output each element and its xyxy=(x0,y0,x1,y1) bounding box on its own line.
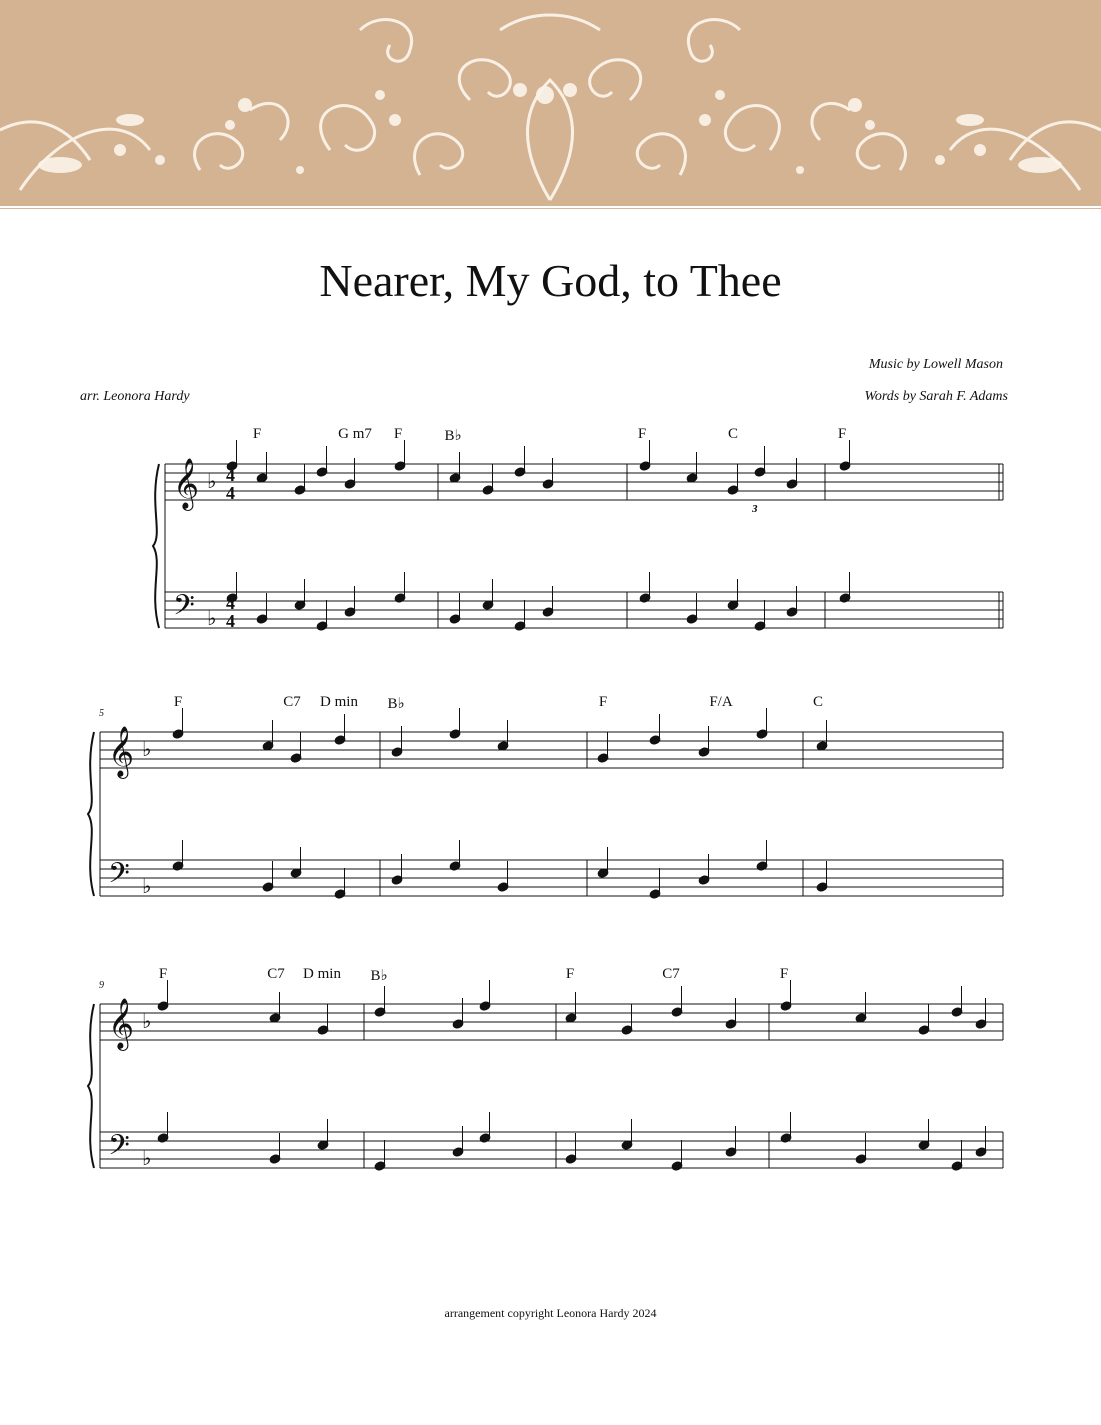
words-credit: Words by Sarah F. Adams xyxy=(864,389,1008,404)
chord-symbol: F xyxy=(598,694,608,710)
measure-number: 5 xyxy=(99,708,104,719)
chord-symbol: B♭ xyxy=(444,428,462,444)
key-flat: ♭ xyxy=(207,606,217,630)
key-flat: ♭ xyxy=(142,1009,152,1033)
chord-symbol: D min xyxy=(303,966,341,982)
bass-clef: 𝄢 xyxy=(108,857,130,897)
bass-clef: 𝄢 xyxy=(108,1129,130,1169)
copyright-notice: arrangement copyright Leonora Hardy 2024 xyxy=(444,1306,657,1320)
brace xyxy=(88,732,94,896)
chord-symbol: B♭ xyxy=(370,968,388,984)
time-signature: 4 xyxy=(226,611,235,631)
time-signature: 4 xyxy=(226,483,235,503)
page-title: Nearer, My God, to Thee xyxy=(319,255,782,306)
brace xyxy=(153,464,159,628)
chord-symbol: F xyxy=(837,426,847,442)
chord-symbol: C xyxy=(727,426,739,442)
time-signature: 4 xyxy=(226,465,235,485)
measure-number: 9 xyxy=(99,980,104,991)
tuplet-label: 3 xyxy=(752,503,758,515)
chord-symbol: D min xyxy=(320,694,358,710)
treble-clef: 𝄞 xyxy=(108,998,135,1049)
brace xyxy=(88,1004,94,1168)
chord-symbol: F xyxy=(252,426,262,442)
bass-clef: 𝄢 xyxy=(173,589,195,629)
music-credit: Music by Lowell Mason xyxy=(868,357,1003,372)
chord-symbol: F/A xyxy=(709,694,733,710)
chord-symbol: F xyxy=(173,694,183,710)
chord-symbol: F xyxy=(393,426,403,442)
chord-symbol: B♭ xyxy=(387,696,405,712)
chord-symbol: C7 xyxy=(283,694,301,710)
chord-symbol: F xyxy=(565,966,575,982)
chord-symbol: C7 xyxy=(662,966,680,982)
chord-symbol: C xyxy=(812,694,824,710)
chord-symbol: F xyxy=(779,966,789,982)
treble-clef: 𝄞 xyxy=(173,458,200,509)
time-signature: 4 xyxy=(226,593,235,613)
chord-symbol: F xyxy=(158,966,168,982)
key-flat: ♭ xyxy=(142,1146,152,1170)
chord-symbol: C7 xyxy=(267,966,285,982)
chord-symbol: F xyxy=(637,426,647,442)
chord-symbol: G m7 xyxy=(338,426,372,442)
treble-clef: 𝄞 xyxy=(108,726,135,777)
arranger-credit: arr. Leonora Hardy xyxy=(80,389,190,404)
key-flat: ♭ xyxy=(142,874,152,898)
key-flat: ♭ xyxy=(207,469,217,493)
key-flat: ♭ xyxy=(142,737,152,761)
